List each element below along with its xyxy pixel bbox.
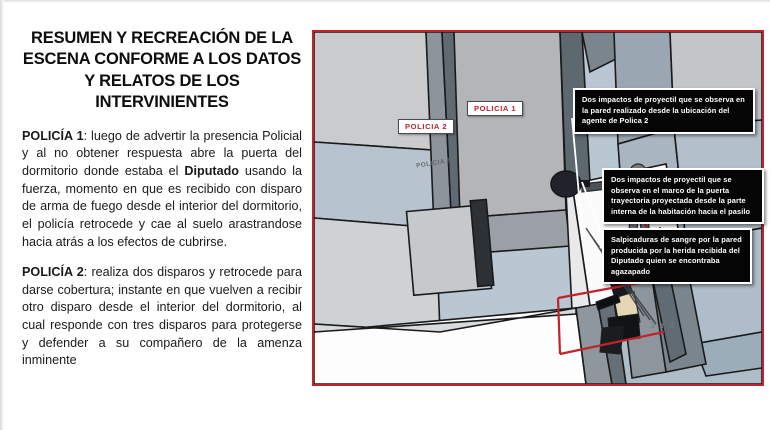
page-edge-shadow-left (0, 0, 4, 430)
text-column (22, 28, 302, 383)
paragraph-policia-2 (22, 264, 302, 370)
paragraph-lead-policia-2: POLICÍA 2 (22, 265, 84, 280)
paragraph-separator: : (83, 265, 92, 280)
paragraph-body-post: usando la fuerza, momento en que es recibido con disparo de arma de fuego desde el interior del dormitorio, el policía retrocede y cae al suelo arastrandose hacia atrás a los efectos de cubrirse. (22, 164, 302, 249)
page-title: RESUMEN Y RECREACIÓN DE LA ESCENA CONFORME A LOS DATOS Y RELATOS DE LOS INTERVINIENTES (22, 29, 302, 112)
paragraph-body-pre: luego de advertir la presencia Policial y al no obtener respuesta abre la puerta del dormitorio donde estaba el (22, 128, 302, 178)
paragraph-policia-1 (22, 128, 302, 251)
scene-wall-label: POLICIA 1 (415, 157, 452, 170)
paragraph-body-pre: realiza dos disparos y retrocede para darse cobertura; instante en que vuelven a recibir otro disparo desde el interior del dormitorio, al cual responde con tres disparos para protegerse y defender a su compañero de la amenza inminente (22, 265, 302, 368)
scene-floor-label: 3 Y 4 (650, 320, 676, 330)
annotation-callout-blood-spatter: Salpicaduras de sangre por la pared producida por la herida recibida del Diputado quien se encontraba agazapado (602, 228, 752, 284)
paragraph-lead-policia-1: POLICÍA 1 (22, 128, 84, 143)
paragraph-emphasis-diputado: Diputado (184, 164, 239, 178)
annotation-callout-bullet-impacts-doorframe: Dos impactos de proyectil que se observa en el marco de la puerta trayectoria proyectada desde la parte interna de la habitación hacia el pasilo (602, 168, 764, 224)
scene-tag-policia-1: POLICIA 1 (467, 101, 523, 116)
page-edge-shadow-top (0, 0, 770, 3)
annotation-callout-bullet-impacts-wall: Dos impactos de proyectil que se observa en la pared realizado desde la ubicación del agente de Polica 2 (573, 88, 755, 134)
paragraph-separator: : (83, 128, 92, 143)
scene-tag-policia-2: POLICIA 2 (398, 119, 454, 134)
